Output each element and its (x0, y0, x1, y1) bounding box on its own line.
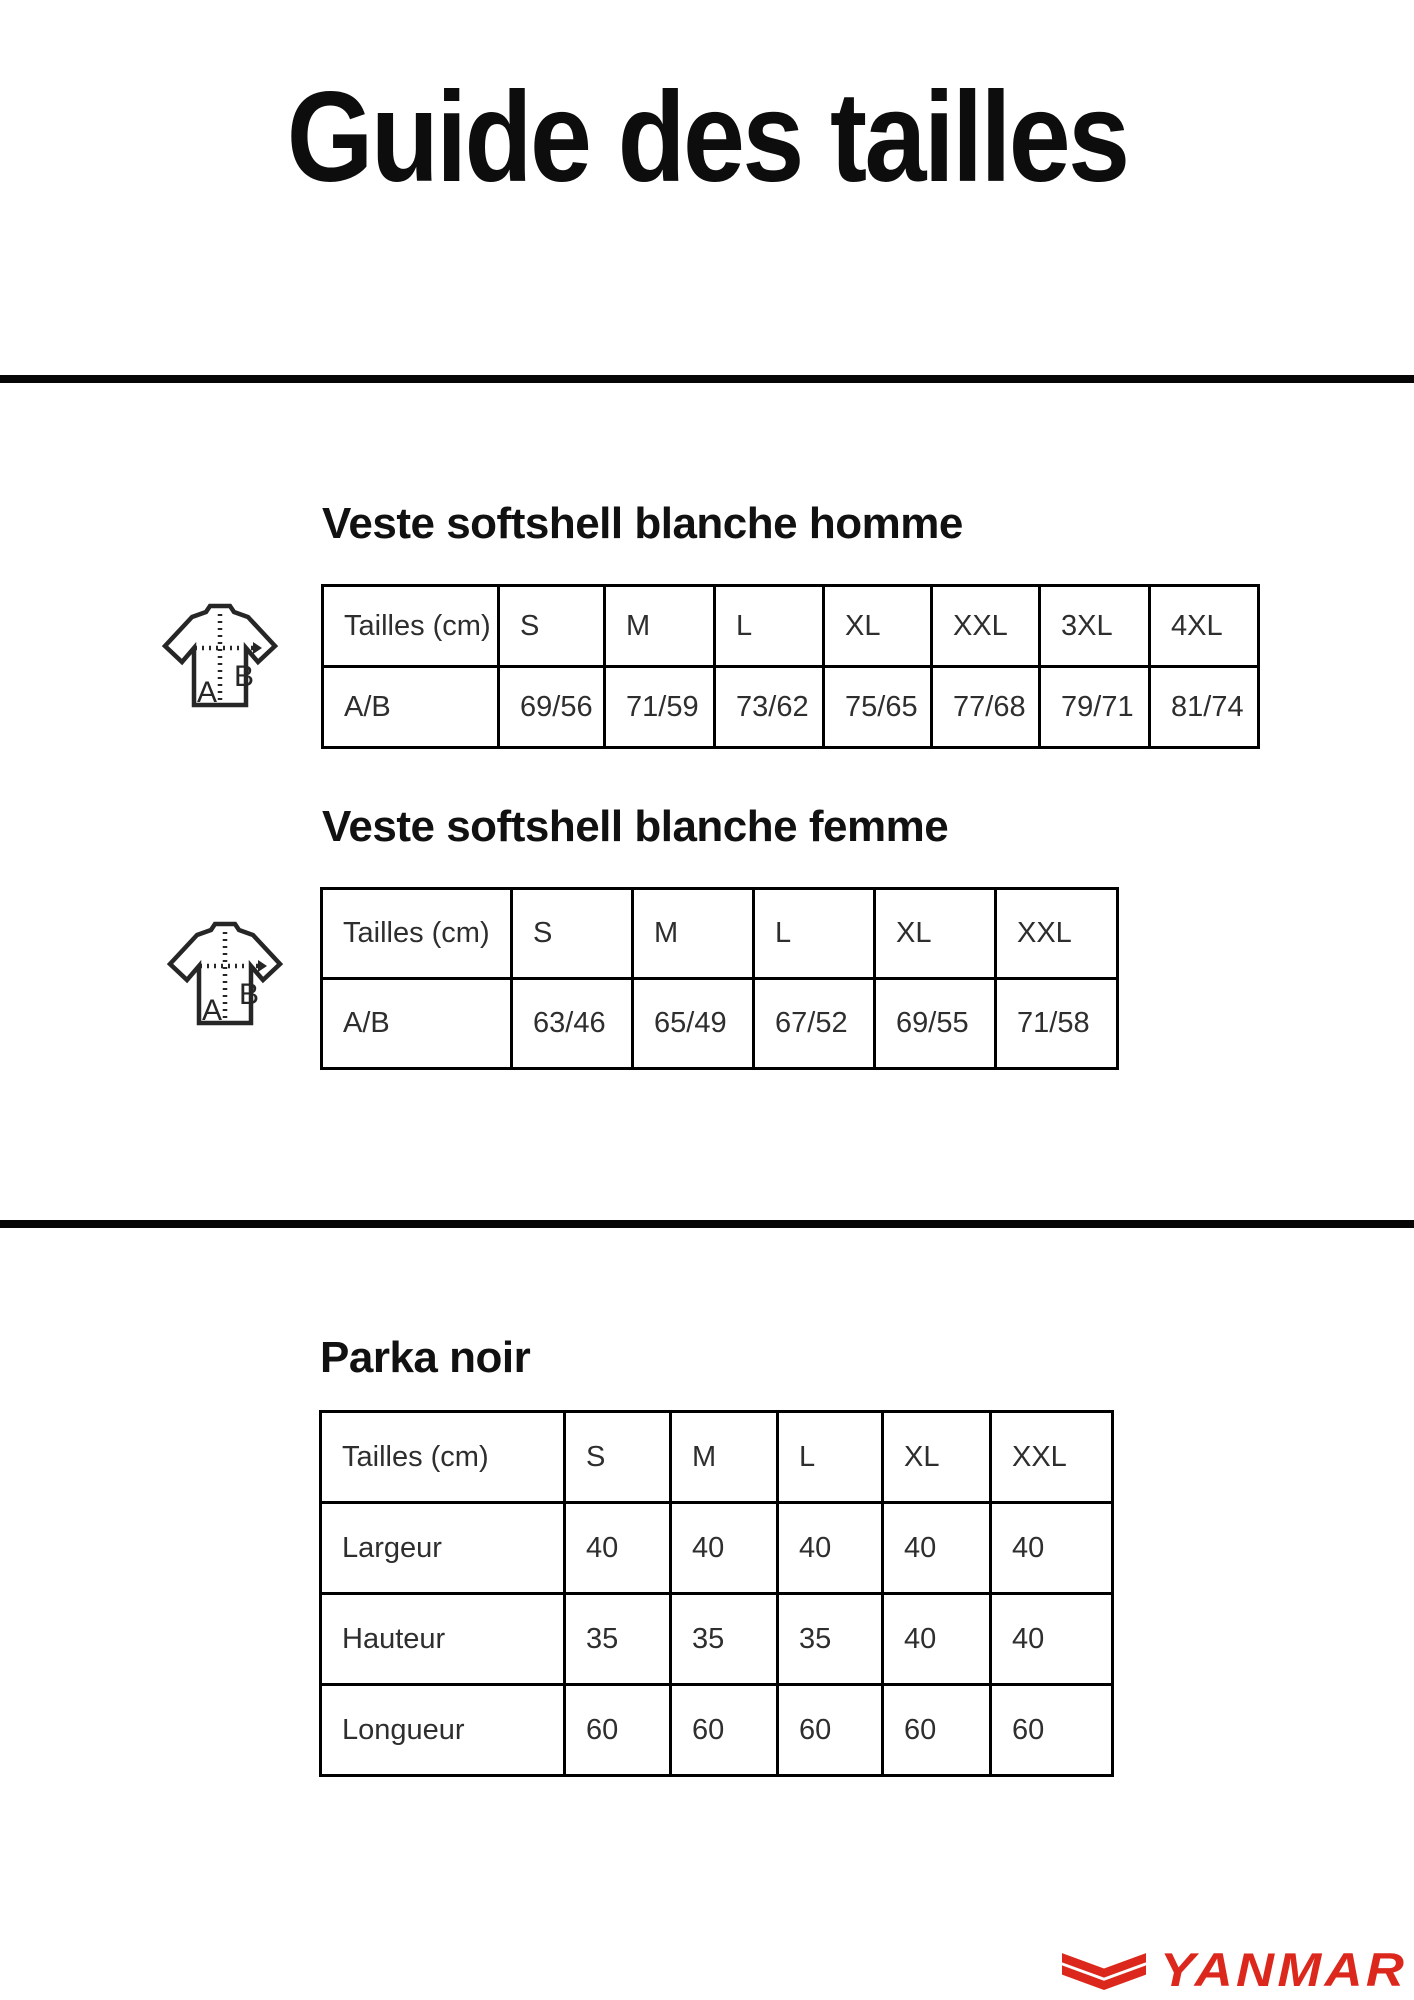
data-cell: 35 (671, 1594, 778, 1685)
table-row (321, 1685, 1113, 1776)
data-cell: 77/68 (932, 667, 1040, 748)
header-cell: XL (883, 1412, 991, 1503)
data-cell: Longueur (321, 1685, 565, 1776)
data-cell: 40 (671, 1503, 778, 1594)
table-header-row (323, 586, 1259, 667)
section-heading-veste-homme: Veste softshell blanche homme (322, 499, 963, 548)
yanmar-chevron-icon (1062, 1949, 1146, 1991)
data-cell: 60 (778, 1685, 883, 1776)
data-cell: 40 (883, 1503, 991, 1594)
page-title (0, 66, 1414, 209)
header-cell: M (633, 889, 754, 979)
tshirt-outline (165, 606, 275, 705)
header-cell: Tailles (cm) (322, 889, 512, 979)
data-cell: 40 (991, 1594, 1113, 1685)
data-cell: 35 (778, 1594, 883, 1685)
size-table-veste-femme (320, 887, 1119, 1070)
data-cell: 60 (565, 1685, 671, 1776)
header-cell: XL (875, 889, 996, 979)
section-heading-veste-femme: Veste softshell blanche femme (322, 802, 949, 851)
yanmar-logo (1062, 1943, 1408, 1996)
header-cell: S (512, 889, 633, 979)
data-cell: 63/46 (512, 979, 633, 1069)
data-cell: 60 (883, 1685, 991, 1776)
header-cell: Tailles (cm) (323, 586, 499, 667)
data-cell: 81/74 (1150, 667, 1259, 748)
header-cell: XL (824, 586, 932, 667)
table-row (323, 667, 1259, 748)
yanmar-wordmark: YANMAR (1160, 1943, 1408, 1996)
data-cell: 75/65 (824, 667, 932, 748)
header-cell: XXL (991, 1412, 1113, 1503)
header-cell: 3XL (1040, 586, 1150, 667)
tshirt-outline (170, 924, 280, 1023)
measure-label-a: A (197, 676, 218, 709)
data-cell: Largeur (321, 1503, 565, 1594)
data-cell: 79/71 (1040, 667, 1150, 748)
table-header-row (322, 889, 1118, 979)
data-cell: A/B (323, 667, 499, 748)
data-cell: 69/55 (875, 979, 996, 1069)
table-header-row (321, 1412, 1113, 1503)
header-cell: Tailles (cm) (321, 1412, 565, 1503)
header-cell: XXL (932, 586, 1040, 667)
tshirt-measure-icon (162, 918, 288, 1032)
header-cell: S (499, 586, 605, 667)
data-cell: 60 (671, 1685, 778, 1776)
data-cell: Hauteur (321, 1594, 565, 1685)
data-cell: 40 (991, 1503, 1113, 1594)
data-cell: 60 (991, 1685, 1113, 1776)
header-cell: L (715, 586, 824, 667)
data-cell: 71/58 (996, 979, 1118, 1069)
measure-label-a: A (202, 994, 223, 1027)
data-cell: 40 (565, 1503, 671, 1594)
section-heading-parka-noir: Parka noir (320, 1333, 531, 1382)
measure-label-b: B (234, 660, 255, 693)
data-cell: 35 (565, 1594, 671, 1685)
header-cell: L (754, 889, 875, 979)
data-cell: 67/52 (754, 979, 875, 1069)
size-table-veste-homme (321, 584, 1260, 749)
header-cell: M (671, 1412, 778, 1503)
data-cell: A/B (322, 979, 512, 1069)
data-cell: 71/59 (605, 667, 715, 748)
data-cell: 69/56 (499, 667, 605, 748)
table-row (321, 1594, 1113, 1685)
measure-label-b: B (239, 978, 260, 1011)
data-cell: 65/49 (633, 979, 754, 1069)
section-divider-top (0, 375, 1414, 383)
data-cell: 40 (778, 1503, 883, 1594)
tshirt-measure-icon (157, 600, 283, 714)
header-cell: XXL (996, 889, 1118, 979)
header-cell: 4XL (1150, 586, 1259, 667)
header-cell: L (778, 1412, 883, 1503)
table-row (321, 1503, 1113, 1594)
section-divider-bottom (0, 1220, 1414, 1228)
size-table-parka-noir (319, 1410, 1114, 1777)
data-cell: 73/62 (715, 667, 824, 748)
header-cell: M (605, 586, 715, 667)
page-title-text: Guide des tailles (286, 66, 1128, 209)
header-cell: S (565, 1412, 671, 1503)
table-row (322, 979, 1118, 1069)
data-cell: 40 (883, 1594, 991, 1685)
